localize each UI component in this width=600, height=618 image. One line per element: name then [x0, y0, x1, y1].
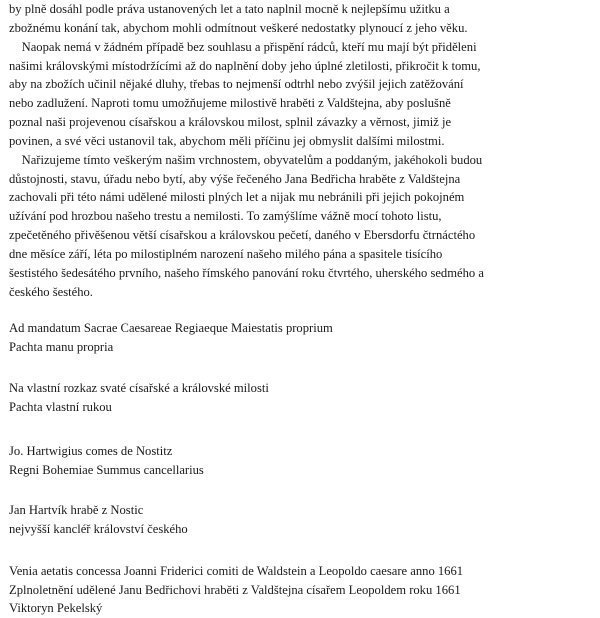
body-line-15: šestistého šedesátého prvního, našeho římského panování roku čtvrtého, uherského sedmého a — [9, 265, 484, 280]
caption-latin: Venia aetatis concessa Joanni Friderici comiti de Waldstein a Leopoldo caesare anno 1661 — [9, 564, 464, 578]
chancellor-title-czech: nejvyšší kancléř království českého — [9, 521, 188, 536]
mandate-signer: Pachta manu propria — [9, 339, 114, 354]
latin-mandate-signature — [9, 319, 595, 356]
decree-body-text — [9, 0, 595, 302]
body-line-14: dne měsíce září, léta po milostiplném narození našeho milého pána a spasitele tisícího — [9, 246, 443, 261]
mandate-line: Ad mandatum Sacrae Caesareae Regiaeque Maiestatis proprium — [9, 321, 333, 335]
caption-czech: Zplnoletnění udělené Janu Bedřichovi hraběti z Valdštejna císařem Leopoldem roku 1661 — [9, 582, 461, 597]
czech-chancellor-signature — [9, 501, 595, 538]
document-page — [9, 0, 595, 616]
body-line-4: našimi královskými místodržícími až do naplnění doby jeho úplné zletilosti, přikročit k tomu, — [9, 58, 481, 73]
body-line-13: zpečetěného přivěšenou větší císařskou a královskou pečetí, daného v Ebersdorfu čtrnáctého — [9, 228, 476, 243]
body-line-9: Nařizujeme tímto veškerým našim vrchnostem, obyvatelům a poddaným, jakéhokoli budou — [9, 152, 483, 167]
rozkaz-signer: Pachta vlastní rukou — [9, 399, 112, 414]
czech-mandate-signature — [9, 379, 595, 416]
body-line-3: Naopak nemá v žádném případě bez souhlasu a přispění rádců, kteří mu mají být přiděleni — [9, 39, 477, 54]
latin-chancellor-signature — [9, 442, 595, 479]
body-line-11: zachovali při této námi udělené milosti plných let a nijak mu nebránili při jejich pokojném — [9, 190, 465, 205]
body-line-8: povinen, a své věci ustanovil tak, abychom měli příčinu jej obmyslit dalšími milostmi. — [9, 133, 445, 148]
chancellor-name-latin: Jo. Hartwigius comes de Nostitz — [9, 444, 173, 458]
body-line-10: důstojnosti, stavu, úřadu nebo bytí, aby výše řečeného Jana Bedřicha hraběte z Valdštejna — [9, 171, 461, 186]
body-line-2: zbožnému konání tak, abychom mohli odmítnout veškeré nedostatky plynoucí z jeho věku. — [9, 20, 468, 35]
chancellor-name-czech: Jan Hartvík hrabě z Nostic — [9, 503, 144, 517]
body-line-7: poznal naši projevenou císařskou a královskou milost, splnil závazky a věrnost, jimiž je — [9, 115, 452, 130]
rozkaz-line: Na vlastní rozkaz svaté císařské a královské milosti — [9, 381, 269, 395]
document-caption — [9, 562, 595, 618]
body-line-1: by plně dosáhl podle práva ustanovených let a tato naplnil mocně k nejlepšímu užitku a — [9, 2, 450, 16]
chancellor-title-latin: Regni Bohemiae Summus cancellarius — [9, 462, 204, 477]
body-line-12: užívání pod hrozbou našeho trestu a nemilosti. To zamýšlíme vážně mocí tohoto listu, — [9, 209, 442, 224]
caption-translator: Viktoryn Pekelský — [9, 601, 103, 616]
body-line-5: aby na zbožích učinil nějaké dluhy, třebas to nejmenší odtrhl nebo zvýšil jejich zatěžování — [9, 77, 464, 92]
body-line-6: nebo zadlužení. Naproti tomu umožňujeme milostivě hraběti z Valdštejna, aby poslušně — [9, 96, 451, 111]
body-line-16: českého šestého. — [9, 284, 93, 299]
